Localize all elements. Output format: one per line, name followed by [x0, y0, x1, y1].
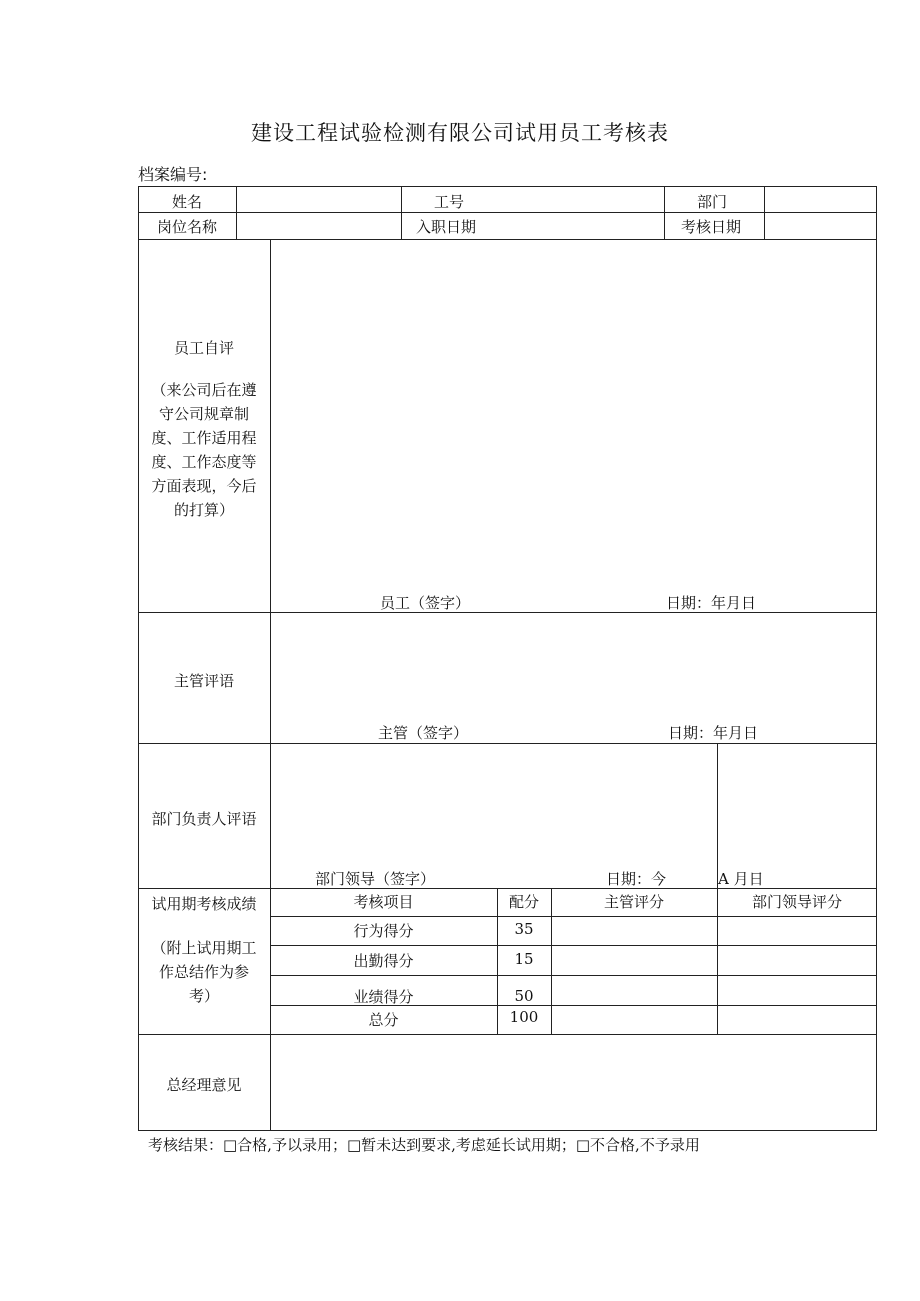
department-label: 部门 — [697, 193, 728, 211]
score-row-item: 出勤得分 — [353, 952, 414, 970]
join-date-label: 入职日期 — [416, 218, 477, 236]
name-label: 姓名 — [171, 193, 202, 211]
supervisor-sign-label: 主管（签字） — [378, 724, 469, 742]
review-date-label: 考核日期 — [681, 218, 742, 236]
column-header-supervisor-score: 主管评分 — [603, 893, 664, 911]
supervisor-score-field[interactable] — [553, 1007, 716, 1033]
position-label: 岗位名称 — [156, 218, 217, 236]
supervisor-date-label: 日期：年月日 — [668, 724, 759, 742]
self-eval-note-line: 度、工作态度等 — [151, 453, 257, 471]
score-row-item: 行为得分 — [353, 922, 414, 940]
supervisor-score-field[interactable] — [553, 918, 716, 944]
self-eval-note-line: 度、工作适用程 — [151, 429, 257, 447]
department-field[interactable] — [765, 188, 875, 211]
probation-heading: 试用期考核成绩 — [151, 895, 257, 913]
score-row-weight: 15 — [514, 950, 534, 968]
supervisor-score-field[interactable] — [553, 977, 716, 1004]
dept-score-field[interactable] — [719, 977, 875, 1004]
dept-score-field[interactable] — [719, 947, 875, 974]
archive-number-label: 档案编号: — [138, 165, 208, 184]
join-date-field[interactable] — [490, 213, 663, 238]
employee-id-label: 工号 — [434, 193, 465, 211]
score-row-weight: 50 — [514, 987, 534, 1005]
self-eval-note-line: （来公司后在遵 — [151, 381, 257, 399]
self-eval-textarea[interactable] — [272, 242, 875, 587]
probation-note-line: 考） — [188, 987, 219, 1005]
column-header-dept-score: 部门领导评分 — [751, 893, 842, 911]
supervisor-heading: 主管评语 — [173, 672, 234, 690]
probation-note — [140, 936, 268, 1008]
dept-head-sign-label: 部门领导（签字） — [315, 870, 436, 888]
supervisor-comment-area[interactable] — [272, 614, 875, 718]
position-field[interactable] — [237, 213, 400, 238]
page-title: 建设工程试验检测有限公司试用员工考核表 — [251, 121, 669, 145]
column-header-weight: 配分 — [508, 893, 539, 911]
score-row-item: 总分 — [368, 1011, 399, 1029]
self-eval-heading: 员工自评 — [173, 339, 234, 357]
dept-score-field[interactable] — [719, 918, 875, 944]
dept-head-date-suffix: A 月日 — [718, 870, 764, 888]
employee-date-label: 日期：年月日 — [666, 594, 757, 612]
dept-head-heading: 部门负责人评语 — [151, 810, 257, 828]
dept-head-date-label: 日期：今 — [606, 870, 667, 888]
score-row-weight: 100 — [509, 1008, 539, 1026]
probation-note-line: 作总结作为参 — [158, 963, 249, 981]
employee-sign-label: 员工（签字） — [380, 594, 471, 612]
name-field[interactable] — [237, 188, 400, 211]
employee-id-field[interactable] — [470, 188, 663, 211]
dept-score-field[interactable] — [719, 1007, 875, 1033]
supervisor-score-field[interactable] — [553, 947, 716, 974]
dept-head-comment-area[interactable] — [272, 745, 715, 863]
gm-heading: 总经理意见 — [166, 1076, 242, 1094]
review-date-field[interactable] — [765, 213, 875, 238]
review-result-options: 考核结果：□合格,予以录用；□暂未达到要求,考虑延长试用期；□不合格,不予录用 — [148, 1136, 700, 1154]
score-row-item: 业绩得分 — [353, 988, 414, 1006]
gm-comment-area[interactable] — [272, 1036, 875, 1129]
probation-note-line: （附上试用期工 — [151, 939, 257, 957]
self-eval-note — [140, 378, 268, 522]
self-eval-note-line: 守公司规章制 — [158, 405, 249, 423]
self-eval-note-line: 的打算） — [173, 501, 234, 519]
self-eval-note-line: 方面表现，今后 — [151, 477, 257, 495]
score-row-weight: 35 — [514, 920, 534, 938]
column-header-item: 考核项目 — [353, 893, 414, 911]
